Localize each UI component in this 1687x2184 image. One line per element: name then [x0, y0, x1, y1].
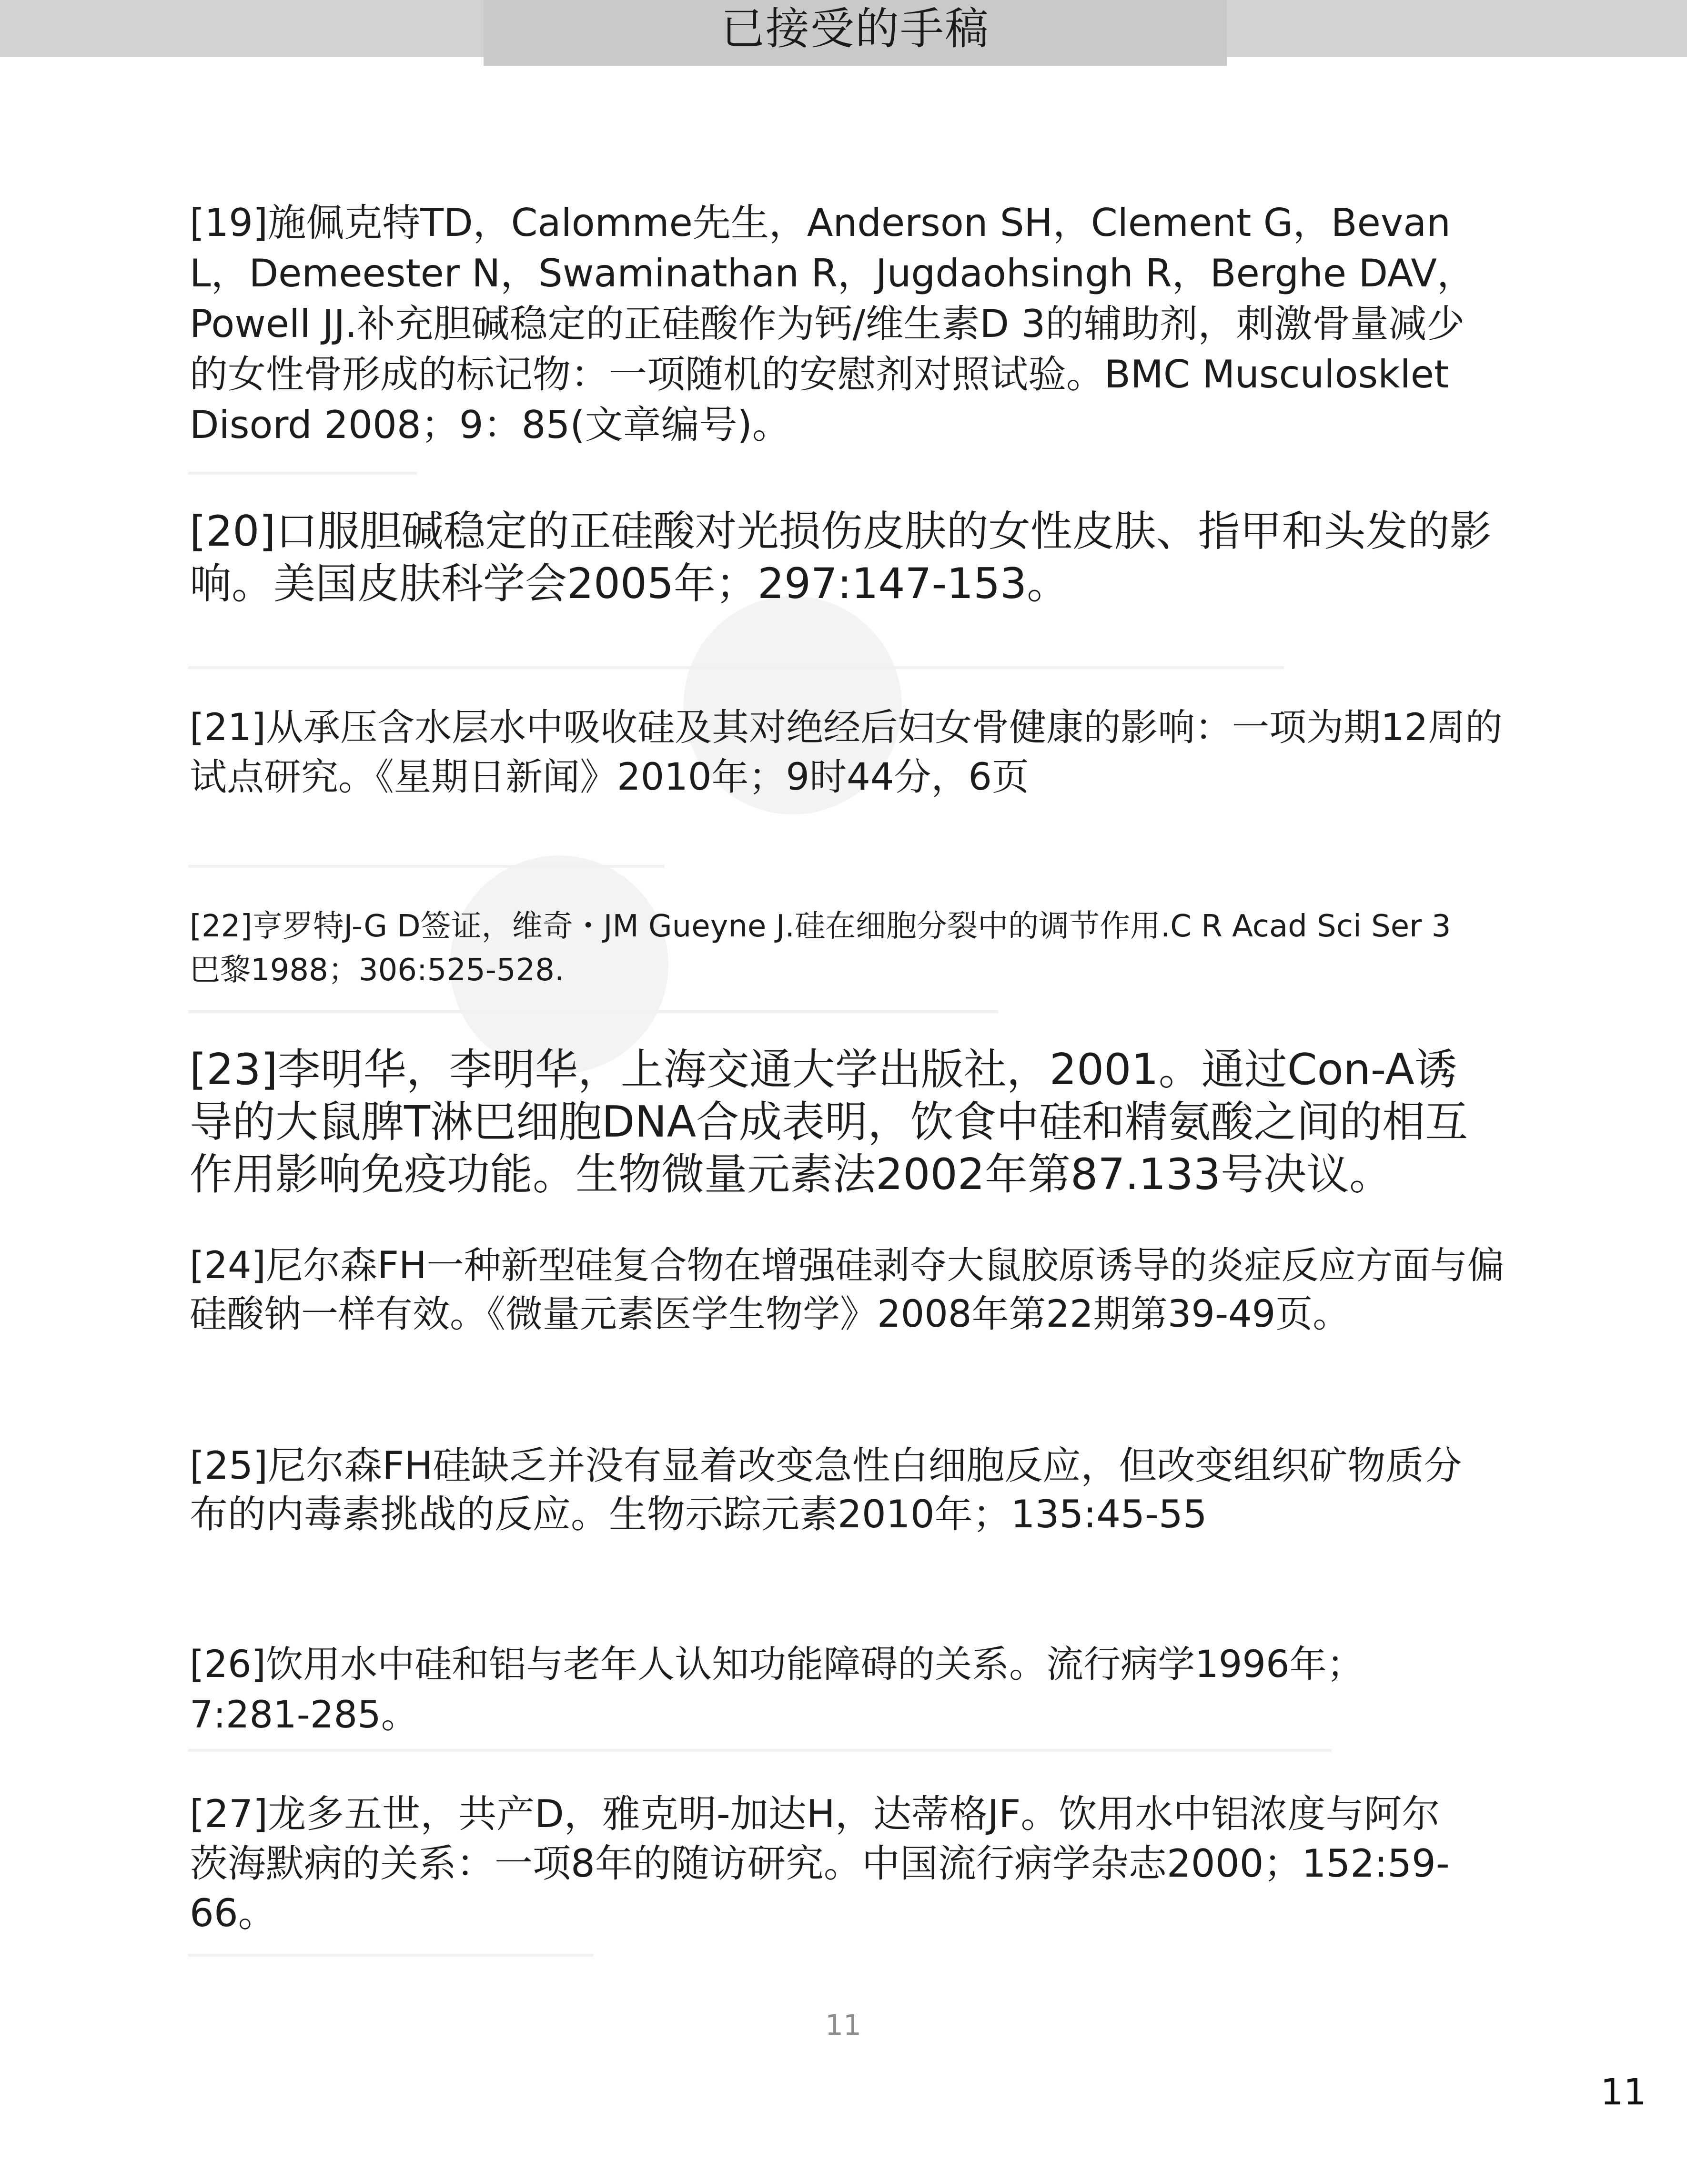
header-tab — [484, 0, 1227, 66]
divider — [188, 1954, 593, 1957]
page-number-right: 11 — [1600, 2071, 1647, 2113]
divider — [188, 472, 417, 475]
reference-23: [23]李明华，李明华，上海交通大学出版社，2001。通过Con-A诱导的大鼠脾T淋巴细胞DNA合成表明，饮食中硅和精氨酸之间的相互作用影响免疫功能。生物微量元素法2002年第87.133号决议。 — [190, 1045, 1468, 1199]
divider — [188, 865, 665, 868]
reference-27: [27]龙多五世，共产D，雅克明-加达H，达蒂格JF。饮用水中铝浓度与阿尔茨海默病的关系：一项8年的随访研究。中国流行病学杂志2000；152:59-66。 — [190, 1792, 1450, 1935]
page-number-center: 11 — [825, 2009, 862, 2042]
reference-25: [25]尼尔森FH硅缺乏并没有显着改变急性白细胞反应，但改变组织矿物质分布的内毒素挑战的反应。生物示踪元素2010年；135:45-55 — [190, 1443, 1462, 1536]
reference-21: [21]从承压含水层水中吸收硅及其对绝经后妇女骨健康的影响：一项为期12周的试点研究。《星期日新闻》2010年；9时44分，6页 — [190, 706, 1503, 799]
reference-19: [19]施佩克特TD，Calomme先生，Anderson SH，Clement G，Bevan L，Demeester N，Swaminathan R，Jugdaohsingh R，Berghe DAV，Powell JJ.补充胆碱稳定的正硅酸作为钙/维生素D 3的辅助剂，刺激骨量减少的女性骨形成的标记物：一项随机的安慰剂对照试验。BMC Musculosklet Disord 2008；9：85(文章编号)。 — [190, 201, 1475, 447]
divider — [188, 1010, 998, 1013]
reference-22: [22]亨罗特J-G D签证，维奇・JM Gueyne J.硅在细胞分裂中的调节作用.C R Acad Sci Ser 3巴黎1988；306:525-528. — [190, 909, 1451, 988]
page-title: 已接受的手稿 — [720, 3, 990, 54]
divider — [188, 666, 1284, 669]
reference-20: [20]口服胆碱稳定的正硅酸对光损伤皮肤的女性皮肤、指甲和头发的影响。美国皮肤科学会2005年；297:147-153。 — [190, 507, 1492, 608]
divider — [188, 1749, 1332, 1752]
reference-24: [24]尼尔森FH一种新型硅复合物在增强硅剥夺大鼠胶原诱导的炎症反应方面与偏硅酸钠一样有效。《微量元素医学生物学》2008年第22期第39-49页。 — [190, 1244, 1505, 1336]
reference-26: [26]饮用水中硅和铝与老年人认知功能障碍的关系。流行病学1996年；7:281-285。 — [190, 1643, 1364, 1737]
